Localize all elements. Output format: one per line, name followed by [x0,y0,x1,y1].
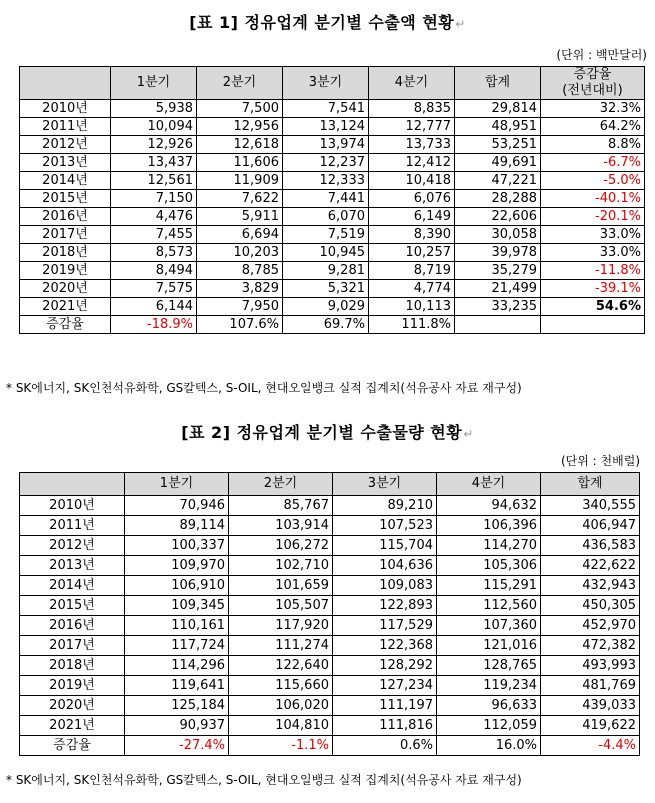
cell-year: 2010년 [20,100,111,118]
cell-q1: 12,561 [111,172,197,190]
cell-q4: 12,412 [369,154,455,172]
cell-q3: 0.6% [333,736,437,756]
cell-q1: 5,938 [111,100,197,118]
cell-total: 436,583 [541,536,640,556]
cell-rate: 54.6% [541,298,645,316]
cell-total: 48,951 [455,118,541,136]
cell-q1: 106,910 [125,576,229,596]
cell-year: 2019년 [20,262,111,280]
cell-q1: -18.9% [111,316,197,334]
cell-q3: 6,070 [283,208,369,226]
cell-q4: 112,560 [437,596,541,616]
cell-q4: 121,016 [437,636,541,656]
table-row [20,262,645,280]
table-row [20,636,640,656]
cell-q1: 89,114 [125,516,229,536]
paragraph-mark-icon: ↵ [455,17,466,31]
table1-header-rate-line2: (전년대비) [562,83,623,98]
cell-year: 2013년 [20,154,111,172]
cell-total: 30,058 [455,226,541,244]
cell-total: 439,033 [541,696,640,716]
table-row [20,172,645,190]
table-row [20,208,645,226]
cell-q2: 11,909 [197,172,283,190]
cell-total: 53,251 [455,136,541,154]
table-row [20,676,640,696]
cell-year: 2012년 [20,536,125,556]
cell-rate: -11.8% [541,262,645,280]
cell-q4: 112,059 [437,716,541,736]
table1-unit: (단위 : 백만달러) [556,48,647,62]
table2-body [20,496,640,756]
cell-rate: 8.8% [541,136,645,154]
cell-q3: 7,541 [283,100,369,118]
cell-year: 증감율 [20,316,111,334]
cell-year: 2020년 [20,696,125,716]
cell-q3: 10,945 [283,244,369,262]
table-row [20,226,645,244]
table1-header-total: 합계 [455,67,541,100]
table-row [20,556,640,576]
cell-q3: 9,029 [283,298,369,316]
table2-title-text: [표 2] 정유업계 분기별 수출물량 현황 [181,423,463,442]
cell-q2: 7,500 [197,100,283,118]
cell-year: 2016년 [20,208,111,226]
cell-q4: 96,633 [437,696,541,716]
table-row [20,190,645,208]
cell-q1: 114,296 [125,656,229,676]
cell-q4: 107,360 [437,616,541,636]
table1-header-rate-line1: 증감율 [573,67,612,82]
cell-total: 28,288 [455,190,541,208]
cell-rate: 33.0% [541,226,645,244]
cell-q1: 7,150 [111,190,197,208]
cell-total: 419,622 [541,716,640,736]
cell-q2: 6,694 [197,226,283,244]
cell-year: 2017년 [20,226,111,244]
cell-q3: 128,292 [333,656,437,676]
cell-q1: 12,926 [111,136,197,154]
table2-note: * SK에너지, SK인천석유화학, GS칼텍스, S-OIL, 현대오일뱅크 실적 집계치(석유공사 자료 재구성) [6,773,522,787]
cell-q3: 9,281 [283,262,369,280]
cell-q3: 117,529 [333,616,437,636]
cell-q1: 10,094 [111,118,197,136]
cell-q3: 12,237 [283,154,369,172]
cell-year: 2014년 [20,576,125,596]
cell-q1: -27.4% [125,736,229,756]
cell-q2: 3,829 [197,280,283,298]
table-row [20,118,645,136]
cell-year: 2016년 [20,616,125,636]
table1-header-q3: 3분기 [283,67,369,100]
cell-total: 33,235 [455,298,541,316]
table2-header-blank [20,473,125,496]
cell-rate: 64.2% [541,118,645,136]
cell-q3: 5,321 [283,280,369,298]
table1 [19,66,645,334]
table-row [20,298,645,316]
table2-change-row [20,736,640,756]
cell-total: 29,814 [455,100,541,118]
cell-q3: 111,816 [333,716,437,736]
cell-q3: 122,368 [333,636,437,656]
cell-q2: 5,911 [197,208,283,226]
cell-rate: -40.1% [541,190,645,208]
cell-year: 2017년 [20,636,125,656]
cell-q4: 115,291 [437,576,541,596]
table1-header-q1: 1분기 [111,67,197,100]
cell-q3: 7,519 [283,226,369,244]
cell-q4: 114,270 [437,536,541,556]
cell-rate: -6.7% [541,154,645,172]
table1-title-text: [표 1] 정유업계 분기별 수출액 현황 [189,13,455,32]
table2 [19,472,640,756]
cell-q1: 8,573 [111,244,197,262]
table1-header-q4: 4분기 [369,67,455,100]
cell-year: 2013년 [20,556,125,576]
cell-year: 2021년 [20,716,125,736]
table1-header-q2: 2분기 [197,67,283,100]
cell-q3: 12,333 [283,172,369,190]
cell-q1: 109,345 [125,596,229,616]
cell-q1: 6,144 [111,298,197,316]
table2-header-q1: 1분기 [125,473,229,496]
cell-q4: 10,257 [369,244,455,262]
cell-q4: 8,390 [369,226,455,244]
table2-unit: (단위 : 천배럴) [561,454,640,468]
cell-q2: 107.6% [197,316,283,334]
cell-q3: 69.7% [283,316,369,334]
cell-q1: 90,937 [125,716,229,736]
cell-q4: 94,632 [437,496,541,516]
cell-q2: 102,710 [229,556,333,576]
cell-total: 452,970 [541,616,640,636]
cell-q3: 89,210 [333,496,437,516]
cell-year: 증감율 [20,736,125,756]
cell-q1: 109,970 [125,556,229,576]
cell-year: 2014년 [20,172,111,190]
cell-q4: 13,733 [369,136,455,154]
table-row [20,280,645,298]
table-row [20,244,645,262]
table1-body [20,100,645,334]
cell-q2: 103,914 [229,516,333,536]
cell-rate: 32.3% [541,100,645,118]
cell-total: 472,382 [541,636,640,656]
table1-header-rate [541,67,645,100]
cell-year: 2011년 [20,118,111,136]
cell-q4: 4,774 [369,280,455,298]
cell-total: 21,499 [455,280,541,298]
cell-q2: 115,660 [229,676,333,696]
cell-q4: 6,149 [369,208,455,226]
table-row [20,616,640,636]
cell-q3: 122,893 [333,596,437,616]
cell-total: 47,221 [455,172,541,190]
table1-header-blank [20,67,111,100]
cell-rate: -20.1% [541,208,645,226]
cell-q4: 16.0% [437,736,541,756]
cell-total: 39,978 [455,244,541,262]
cell-total: 432,943 [541,576,640,596]
table1-header-row [20,67,645,100]
cell-q2: 117,920 [229,616,333,636]
cell-q1: 119,641 [125,676,229,696]
table2-header-q2: 2분기 [229,473,333,496]
cell-q2: 111,274 [229,636,333,656]
cell-q4: 105,306 [437,556,541,576]
cell-q2: 106,272 [229,536,333,556]
table1-note: * SK에너지, SK인천석유화학, GS칼텍스, S-OIL, 현대오일뱅크 실적 집계치(석유공사 자료 재구성) [6,381,522,395]
table-row [20,516,640,536]
cell-rate: 33.0% [541,244,645,262]
cell-q3: 13,974 [283,136,369,154]
paragraph-mark-icon: ↵ [463,427,474,441]
cell-q1: 70,946 [125,496,229,516]
cell-q4: 119,234 [437,676,541,696]
cell-q1: 13,437 [111,154,197,172]
cell-total: 450,305 [541,596,640,616]
cell-q4: 128,765 [437,656,541,676]
cell-year: 2011년 [20,516,125,536]
table-row [20,696,640,716]
table1-change-row [20,316,645,334]
table2-title [0,420,655,443]
cell-q1: 100,337 [125,536,229,556]
cell-total: 481,769 [541,676,640,696]
cell-total: -4.4% [541,736,640,756]
cell-year: 2012년 [20,136,111,154]
cell-q3: 127,234 [333,676,437,696]
cell-year: 2015년 [20,596,125,616]
cell-q2: 105,507 [229,596,333,616]
cell-q4: 8,719 [369,262,455,280]
cell-total: 35,279 [455,262,541,280]
cell-q2: 11,606 [197,154,283,172]
table-row [20,576,640,596]
table1-title [0,10,655,33]
cell-q4: 12,777 [369,118,455,136]
cell-year: 2015년 [20,190,111,208]
cell-total: 406,947 [541,516,640,536]
cell-q3: 111,197 [333,696,437,716]
cell-q3: 115,704 [333,536,437,556]
cell-q4: 8,835 [369,100,455,118]
cell-q2: 122,640 [229,656,333,676]
cell-q2: 8,785 [197,262,283,280]
cell-q2: 101,659 [229,576,333,596]
table-row [20,496,640,516]
cell-total: 49,691 [455,154,541,172]
cell-q2: 7,622 [197,190,283,208]
cell-total [455,316,541,334]
cell-q4: 106,396 [437,516,541,536]
cell-year: 2020년 [20,280,111,298]
cell-total: 422,622 [541,556,640,576]
table-row [20,596,640,616]
cell-total: 340,555 [541,496,640,516]
cell-q2: 10,203 [197,244,283,262]
cell-q1: 7,575 [111,280,197,298]
cell-q2: 106,020 [229,696,333,716]
table2-header-row [20,473,640,496]
cell-q1: 117,724 [125,636,229,656]
cell-q2: 12,956 [197,118,283,136]
cell-q3: 7,441 [283,190,369,208]
cell-rate [541,316,645,334]
cell-year: 2019년 [20,676,125,696]
cell-q4: 111.8% [369,316,455,334]
cell-rate: -39.1% [541,280,645,298]
cell-q4: 10,113 [369,298,455,316]
cell-q2: 104,810 [229,716,333,736]
cell-total: 493,993 [541,656,640,676]
table2-header-q3: 3분기 [333,473,437,496]
cell-q2: 12,618 [197,136,283,154]
table-row [20,100,645,118]
cell-year: 2018년 [20,656,125,676]
cell-q1: 110,161 [125,616,229,636]
cell-q3: 104,636 [333,556,437,576]
table-row [20,136,645,154]
cell-q3: 13,124 [283,118,369,136]
table-row [20,154,645,172]
cell-year: 2021년 [20,298,111,316]
cell-total: 22,606 [455,208,541,226]
cell-q4: 6,076 [369,190,455,208]
cell-q4: 10,418 [369,172,455,190]
table-row [20,716,640,736]
cell-q1: 4,476 [111,208,197,226]
cell-year: 2010년 [20,496,125,516]
table-row [20,656,640,676]
cell-q3: 107,523 [333,516,437,536]
cell-q2: -1.1% [229,736,333,756]
table2-header-q4: 4분기 [437,473,541,496]
cell-rate: -5.0% [541,172,645,190]
cell-q1: 8,494 [111,262,197,280]
table-row [20,536,640,556]
cell-q2: 7,950 [197,298,283,316]
cell-q2: 85,767 [229,496,333,516]
cell-q1: 7,455 [111,226,197,244]
cell-q3: 109,083 [333,576,437,596]
cell-year: 2018년 [20,244,111,262]
cell-q1: 125,184 [125,696,229,716]
table2-header-total: 합계 [541,473,640,496]
